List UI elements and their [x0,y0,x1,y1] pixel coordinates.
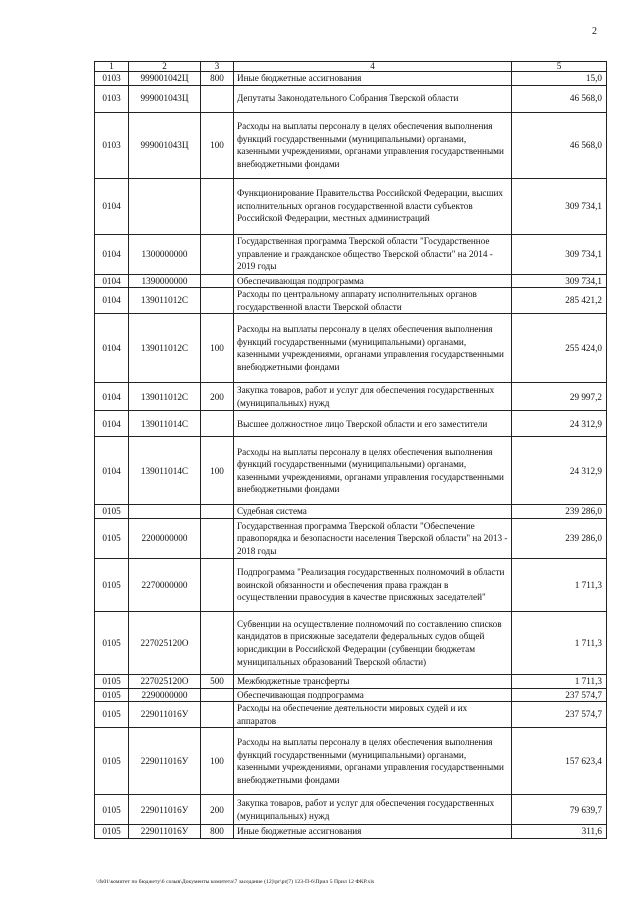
table-row [95,795,607,825]
description-cell: Расходы на выплаты персоналу в целях обеспечения выполнения функций государственными (муниципальными) органами, казенными учреждениями, органами управления государственными внебюджетными фондами [234,314,512,383]
description-cell: Обеспечивающая подпрограмма [234,688,512,702]
expense-type-cell [201,558,234,611]
expense-type-cell [201,178,234,234]
amount-cell: 237 574,7 [512,702,607,728]
amount-cell: 309 734,1 [512,274,607,288]
expense-type-cell [201,611,234,674]
amount-cell: 24 312,9 [512,437,607,505]
description-cell: Расходы на выплаты персоналу в целях обеспечения выполнения функций государственными (муниципальными) органами, казенными учреждениями, органами управления государственными внебюджетными фондами [234,437,512,505]
amount-cell: 285 421,2 [512,288,607,314]
expense-type-cell: 100 [201,728,234,795]
description-cell: Межбюджетные трансферты [234,674,512,688]
target-code-cell: 229011016У [129,825,201,839]
target-code-cell: 139011012С [129,314,201,383]
table-row [95,72,607,86]
table-row [95,411,607,437]
table-row [95,85,607,112]
table-row [95,178,607,234]
budget-table [94,61,607,839]
table-row [95,234,607,274]
table-row [95,314,607,383]
target-code-cell: 139011014С [129,411,201,437]
description-cell: Расходы на выплаты персоналу в целях обеспечения выполнения функций государственными (муниципальными) органами, казенными учреждениями, органами управления государственными внебюджетными фондами [234,112,512,178]
section-code-cell: 0105 [95,825,129,839]
expense-type-cell [201,411,234,437]
expense-type-cell: 200 [201,383,234,411]
expense-type-cell [201,505,234,519]
expense-type-cell: 200 [201,795,234,825]
section-code-cell: 0104 [95,314,129,383]
section-code-cell: 0105 [95,688,129,702]
amount-cell: 29 997,2 [512,383,607,411]
section-code-cell: 0105 [95,674,129,688]
expense-type-cell: 100 [201,314,234,383]
amount-cell: 1 711,3 [512,611,607,674]
description-cell: Государственная программа Тверской области "Обеспечение правопорядка и безопасности населения Тверской области" на 2013 - 2018 годы [234,518,512,558]
target-code-cell: 2200000000 [129,518,201,558]
target-code-cell: 999001043Ц [129,112,201,178]
amount-cell: 309 734,1 [512,178,607,234]
expense-type-cell: 100 [201,437,234,505]
table-row [95,825,607,839]
expense-type-cell [201,288,234,314]
table-row [95,558,607,611]
table-row [95,505,607,519]
description-cell: Иные бюджетные ассигнования [234,825,512,839]
header-cell: 2 [129,62,201,72]
amount-cell: 239 286,0 [512,518,607,558]
header-row [95,62,607,72]
table-row [95,702,607,728]
description-cell: Иные бюджетные ассигнования [234,72,512,86]
amount-cell: 239 286,0 [512,505,607,519]
target-code-cell [129,505,201,519]
description-cell: Закупка товаров, работ и услуг для обеспечения государственных (муниципальных) нужд [234,795,512,825]
section-code-cell: 0103 [95,85,129,112]
target-code-cell: 227025120О [129,611,201,674]
header-cell: 4 [234,62,512,72]
target-code-cell: 139011012С [129,288,201,314]
amount-cell: 79 639,7 [512,795,607,825]
section-code-cell: 0103 [95,72,129,86]
amount-cell: 15,0 [512,72,607,86]
target-code-cell: 227025120О [129,674,201,688]
target-code-cell: 139011012С [129,383,201,411]
description-cell: Функционирование Правительства Российской Федерации, высших исполнительных органов государственной власти субъектов Российской Федерации, местных администраций [234,178,512,234]
expense-type-cell: 800 [201,72,234,86]
section-code-cell: 0104 [95,178,129,234]
amount-cell: 1 711,3 [512,558,607,611]
section-code-cell: 0104 [95,411,129,437]
expense-type-cell [201,702,234,728]
section-code-cell: 0104 [95,288,129,314]
description-cell: Расходы на обеспечение деятельности мировых судей и их аппаратов [234,702,512,728]
table-row [95,674,607,688]
expense-type-cell: 500 [201,674,234,688]
table-row [95,288,607,314]
description-cell: Расходы по центральному аппарату исполнительных органов государственной власти Тверской области [234,288,512,314]
expense-type-cell [201,274,234,288]
expense-type-cell [201,688,234,702]
table-row [95,518,607,558]
target-code-cell: 2270000000 [129,558,201,611]
section-code-cell: 0105 [95,518,129,558]
description-cell: Депутаты Законодательного Собрания Тверской области [234,85,512,112]
section-code-cell: 0104 [95,234,129,274]
target-code-cell: 139011014С [129,437,201,505]
description-cell: Субвенции на осуществление полномочий по составлению списков кандидатов в присяжные заседатели федеральных судов общей юрисдикции в Российской Федерации (субвенции бюджетам муниципальных образований Тверской области) [234,611,512,674]
header-cell: 1 [95,62,129,72]
section-code-cell: 0105 [95,795,129,825]
file-path-footer: \\fs01\комитет по бюджету\6 созыв\Документы комитета\7 заседание (12)\pr\pr(7) 123-П-6\Прил 5 Прил 12 ФКР.xls [96,879,375,885]
section-code-cell: 0105 [95,505,129,519]
section-code-cell: 0105 [95,702,129,728]
amount-cell: 309 734,1 [512,234,607,274]
section-code-cell: 0103 [95,112,129,178]
target-code-cell [129,178,201,234]
table-row [95,383,607,411]
section-code-cell: 0104 [95,274,129,288]
amount-cell: 157 623,4 [512,728,607,795]
section-code-cell: 0104 [95,437,129,505]
page-number: 2 [592,26,597,37]
section-code-cell: 0105 [95,558,129,611]
table-row [95,437,607,505]
amount-cell: 46 568,0 [512,85,607,112]
description-cell: Закупка товаров, работ и услуг для обеспечения государственных (муниципальных) нужд [234,383,512,411]
target-code-cell: 999001043Ц [129,85,201,112]
header-cell: 3 [201,62,234,72]
amount-cell: 237 574,7 [512,688,607,702]
amount-cell: 46 568,0 [512,112,607,178]
target-code-cell: 999001042Ц [129,72,201,86]
amount-cell: 1 711,3 [512,674,607,688]
amount-cell: 255 424,0 [512,314,607,383]
description-cell: Высшее должностное лицо Тверской области и его заместители [234,411,512,437]
expense-type-cell [201,518,234,558]
expense-type-cell: 100 [201,112,234,178]
table-row [95,688,607,702]
table-row [95,611,607,674]
table-row [95,112,607,178]
target-code-cell: 229011016У [129,795,201,825]
target-code-cell: 2290000000 [129,688,201,702]
description-cell: Государственная программа Тверской области "Государственное управление и гражданское общество Тверской области" на 2014 - 2019 годы [234,234,512,274]
amount-cell: 24 312,9 [512,411,607,437]
description-cell: Судебная система [234,505,512,519]
target-code-cell: 1390000000 [129,274,201,288]
section-code-cell: 0105 [95,611,129,674]
description-cell: Расходы на выплаты персоналу в целях обеспечения выполнения функций государственными (муниципальными) органами, казенными учреждениями, органами управления государственными внебюджетными фондами [234,728,512,795]
expense-type-cell [201,234,234,274]
expense-type-cell: 800 [201,825,234,839]
target-code-cell: 229011016У [129,728,201,795]
header-cell: 5 [512,62,607,72]
description-cell: Обеспечивающая подпрограмма [234,274,512,288]
target-code-cell: 1300000000 [129,234,201,274]
table-row [95,274,607,288]
section-code-cell: 0105 [95,728,129,795]
table-row [95,728,607,795]
amount-cell: 311,6 [512,825,607,839]
expense-type-cell [201,85,234,112]
section-code-cell: 0104 [95,383,129,411]
description-cell: Подпрограмма "Реализация государственных полномочий в области воинской обязанности и обеспечения права граждан в осуществлении правосудия в качестве присяжных заседателей" [234,558,512,611]
target-code-cell: 229011016У [129,702,201,728]
